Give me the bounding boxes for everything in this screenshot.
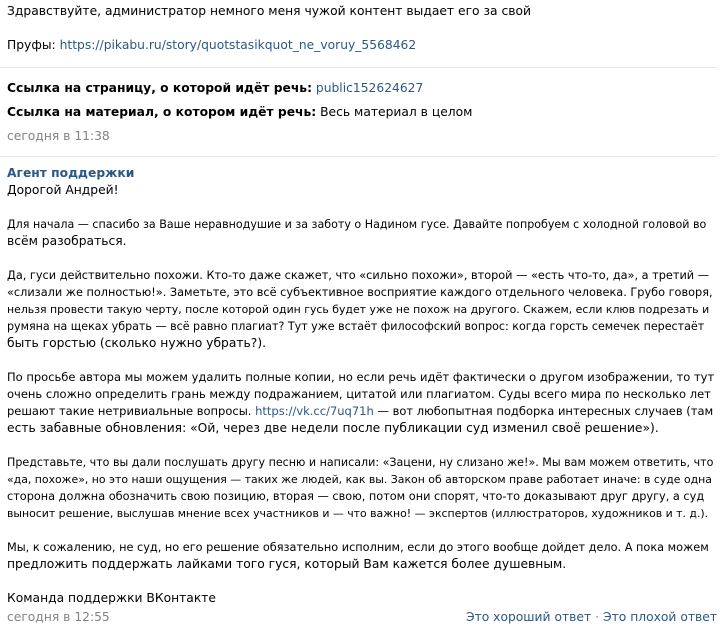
material-label: Ссылка на материал, о котором идёт речь xyxy=(7,105,312,119)
paragraph-3: По просьбе автора мы можем удалить полные копии, но если речь идёт фактически о другом изображении, то тут очень сложно определить грань между подражанием, цитатой или плагиатом. Суды всего мира по несколько лет решают такие нетривиальные вопросы. https://vk.cc/7uq71h — вот любопытная подборка интересных случаев (там есть забавные обновления: «Ой, через две недели после публикации суд изменил своё решение»). xyxy=(7,370,715,435)
agent-message xyxy=(7,165,715,607)
good-answer-link[interactable]: Это хороший ответ xyxy=(465,610,592,624)
agent-author[interactable]: Агент поддержки xyxy=(7,166,135,180)
proofs-label: Пруфы: xyxy=(7,38,56,52)
proofs-line xyxy=(7,37,715,54)
salutation: Дорогой Андрей! xyxy=(7,183,119,197)
greeting-text: Здравствуйте, администратор немного меня чужой контент выдает его за свой xyxy=(7,4,531,18)
page-line: Ссылка на страницу, о которой идёт речь: public152624627 xyxy=(7,81,424,95)
ticket-details xyxy=(7,80,715,145)
user-message xyxy=(7,3,715,71)
page-link[interactable]: public152624627 xyxy=(315,81,424,95)
agent-message-footer xyxy=(7,609,717,626)
material-line: Ссылка на материал, о котором идёт речь: Весь материал в целом xyxy=(7,105,473,119)
agent-message-time: сегодня в 12:55 xyxy=(7,610,110,624)
bad-answer-link[interactable]: Это плохой ответ xyxy=(603,610,717,624)
divider xyxy=(0,67,717,68)
material-value: Весь материал в целом xyxy=(320,105,473,119)
page-label: Ссылка на страницу, о которой идёт речь xyxy=(7,81,308,95)
paragraph-2: Да, гуси действительно похожи. Кто-то даже скажет, что «сильно похожи», второй — «есть что-то, да», а третий — «слизали же полностью!». Заметьте, это всё субъективное восприятие каждого отдельного человека. Грубо говоря, нельзя провести такую черту, после которой один гусь будет уже не похож на другого. Скажем, если клюв подрезать и румяна на щеках убрать — всё равно плагиат? Тут уже встаёт философский вопрос: когда горсть семечек перестаёт быть горстью (сколько нужно убрать?). xyxy=(7,269,713,350)
paragraph-1: Для начала — спасибо за Ваше неравнодушие и за заботу о Надином гусе. Давайте попробуем с холодной головой во всём разобраться. xyxy=(7,218,707,248)
paragraph-4: Представьте, что вы дали послушать другу песню и написали: «Зацени, ну слизано же!». Мы вам можем ответить, что «да, похоже», но это наши ощущения — таких же людей, как вы. Закон об авторском праве работает иначе: в суде одна сторона должна обозначить свою позицию, вторая — свою, потом они спорят, что-то доказывают друг другу, а суд выносит решение, выслушав мнение всех участников и — что важно! — экспертов (иллюстраторов, художников и т. д.). xyxy=(7,456,714,520)
cases-link[interactable]: https://vk.cc/7uq71h xyxy=(255,404,374,418)
separator-dot: · xyxy=(595,610,600,624)
divider xyxy=(0,156,717,157)
proofs-link[interactable]: https://pikabu.ru/story/quotstasikquot_ne_voruy_5568462 xyxy=(59,38,417,52)
rating-actions xyxy=(466,609,717,626)
paragraph-5: Мы, к сожалению, не суд, но его решение обязательно исполним, если до этого вообще дойдет дело. А пока можем предложить поддержать лайками того гуся, который Вам кажется более душевным. xyxy=(7,541,709,571)
signature: Команда поддержки ВКонтакте xyxy=(7,591,216,605)
user-message-time: сегодня в 11:38 xyxy=(7,129,110,143)
